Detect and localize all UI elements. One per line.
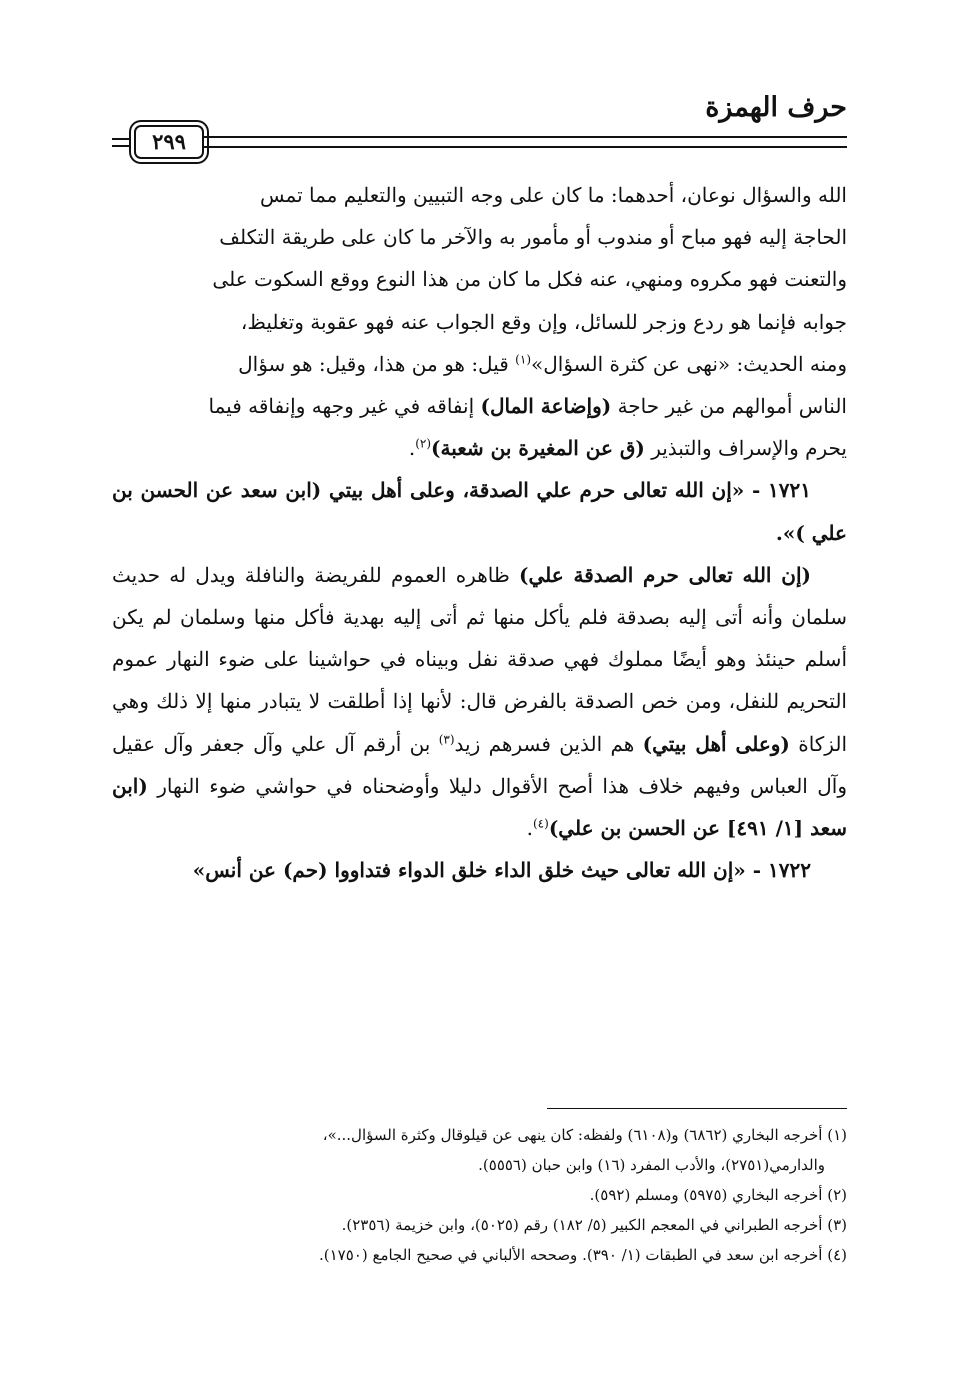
footnote-4: (٤) أخرجه ابن سعد في الطبقات (١/ ٣٩٠). وصححه الألباني في صحيح الجامع (١٧٥٠).: [318, 1246, 847, 1264]
text-segment: ومنه الحديث: «نهى عن كثرة السؤال»: [531, 351, 847, 376]
text-segment: .: [408, 436, 416, 461]
footnote-ref-2[interactable]: (٢): [415, 436, 432, 451]
main-text: [112, 174, 847, 891]
commentary-paragraph: [112, 554, 847, 849]
hadith-text: ١٧٢١ - «إن الله تعالى حرم علي الصدقة، وعلى أهل بيتي (ابن سعد عن الحسن بن علي )».: [112, 478, 847, 545]
bold-phrase: (إن الله تعالى حرم الصدقة علي): [518, 562, 811, 587]
footnote-1-continued: والدارمي(٢٧٥١)، والأدب المفرد (١٦) وابن حبان (٥٥٥٦).: [478, 1156, 825, 1174]
text-line-2: الحاجة إليه فهو مباح أو مندوب أو مأمور به والآخر ما كان على طريقة التكلف: [219, 225, 847, 250]
page-number: ٢٩٩: [134, 125, 204, 159]
text-line-5: [112, 343, 847, 385]
text-segment: هم الذين فسرهم زيد: [454, 731, 643, 756]
text-segment: .: [526, 816, 533, 841]
hadith-1721: [112, 469, 847, 553]
hadith-1722: [112, 849, 847, 891]
header-rule: [112, 125, 847, 165]
bold-phrase: (وإضاعة المال): [480, 394, 612, 419]
footnote-1: (١) أخرجه البخاري (٦٨٦٢) و(٦١٠٨) ولفظه: كان ينهى عن قيلوقال وكثرة السؤال...»،: [322, 1126, 847, 1144]
header-double-line: [204, 136, 847, 148]
footnote-2: (٢) أخرجه البخاري (٥٩٧٥) ومسلم (٥٩٢).: [589, 1186, 847, 1204]
source-citation: (ق عن المغيرة بن شعبة): [431, 436, 645, 461]
text-segment: الناس أموالهم من غير حاجة: [611, 394, 847, 419]
footnote-3: (٣) أخرجه الطبراني في المعجم الكبير (٥/ ١٨٢) رقم (٥٠٢٥)، وابن خزيمة (٢٣٥٦).: [341, 1216, 847, 1234]
hadith-text: ١٧٢٢ - «إن الله تعالى حيث خلق الداء خلق الدواء فتداووا (حم) عن أنس»: [192, 858, 811, 883]
text-line-1: الله والسؤال نوعان، أحدهما: ما كان على وجه التبيين والتعليم مما تمس: [260, 183, 847, 207]
text-line-6: [112, 385, 847, 427]
text-segment: يحرم والإسراف والتبذير: [644, 436, 847, 461]
footnote-ref-3[interactable]: (٣): [438, 731, 455, 746]
text-line-4: جوابه فإنما هو ردع وزجر للسائل، وإن وقع الجواب عنه فهو عقوبة وتغليظ،: [240, 309, 847, 334]
text-line-3: والتعنت فهو مكروه ومنهي، عنه فكل ما كان من هذا النوع ووقع السكوت على: [212, 267, 847, 292]
text-segment: بن أرقم آل علي وآل جعفر وآل عقيل وآل العباس وفيهم خلاف هذا أصح الأقوال دليلا وأوضحناه في حواشي ضوء النهار: [112, 731, 847, 798]
text-segment: قيل: هو من هذا، وقيل: هو سؤال: [238, 351, 516, 376]
footnote-separator: [547, 1108, 847, 1109]
footnotes: [112, 1120, 847, 1270]
footnote-ref-4[interactable]: (٤): [532, 816, 549, 831]
text-segment: ظاهره العموم للفريضة والنافلة ويدل له حديث سلمان وأنه أتى إليه بصدقة فلم يأكل منها ثم أتى إليه بهدية فأكل منها وسلمان لم يكن أسلم حينئذ وهو أيضًا مملوك فهي صدقة نفل وبيناه في حواشينا على ضوء النهار عموم التحريم للنفل، ومن خص الصدقة بالفرض قال: لأنها إذا أطلقت لا يتبادر منها إلا ذلك وهي الزكاة: [112, 562, 847, 756]
running-title: حرف الهمزة: [705, 92, 847, 123]
header-rule-tick: [112, 138, 132, 147]
text-line-7: [112, 427, 847, 469]
footnote-ref-1[interactable]: (١): [515, 352, 531, 367]
text-segment: إنفاقه في غير وجهه وإنفاقه فيما: [208, 394, 481, 419]
source-citation: (ابن سعد [١/ ٤٩١] عن الحسن بن علي): [112, 773, 847, 841]
bold-phrase: (وعلى أهل بيتي): [642, 731, 790, 756]
